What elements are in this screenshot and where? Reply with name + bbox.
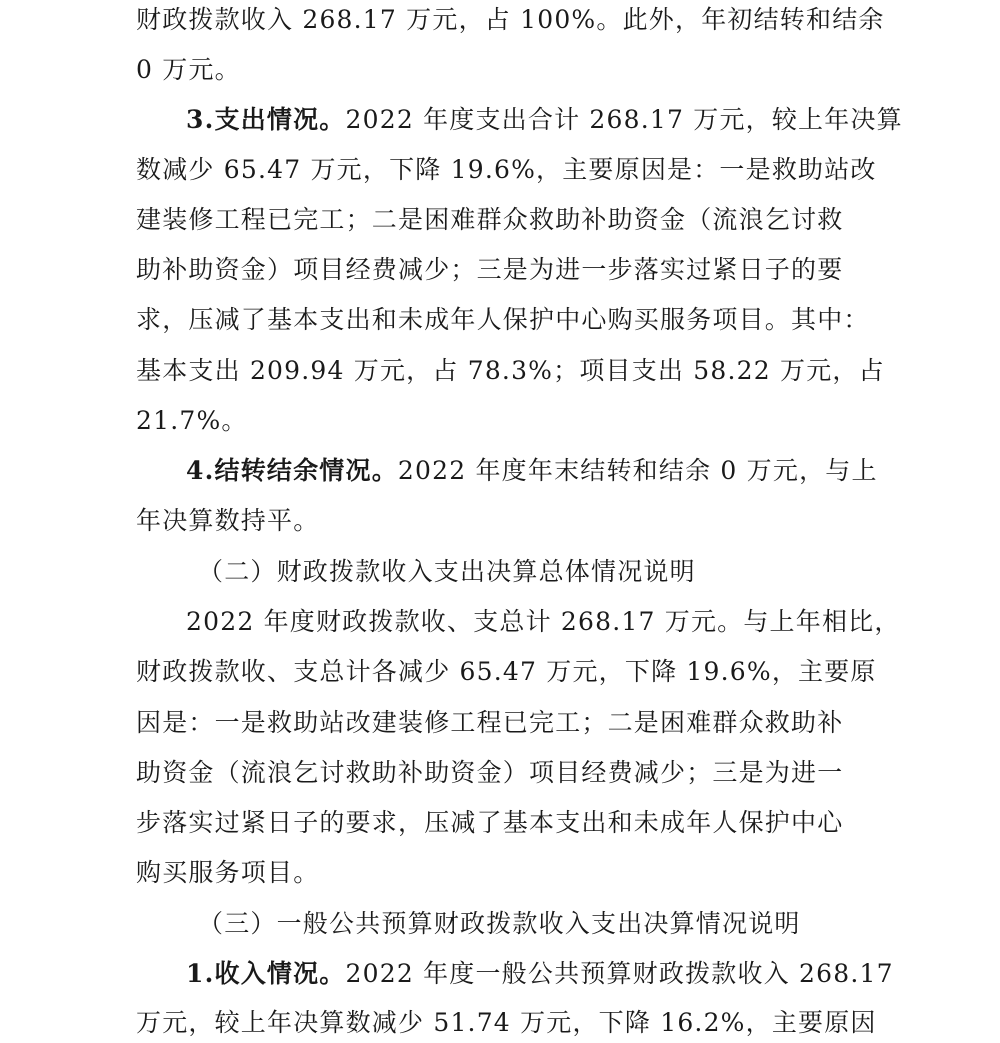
text-line: 购买服务项目。 xyxy=(136,858,320,887)
section-heading-income: 1.收入情况。 xyxy=(186,959,346,988)
text-line: 财政拨款收入 268.17 万元，占 100%。此外，年初结转和结余 xyxy=(136,5,885,34)
subsection-heading: （二）财政拨款收入支出决算总体情况说明 xyxy=(198,557,696,586)
text-run: 2022 年度支出合计 268.17 万元，较上年决算 xyxy=(345,105,903,134)
text-line: 财政拨款收、支总计各减少 65.47 万元，下降 19.6%，主要原 xyxy=(136,657,877,686)
text-line: 2022 年度财政拨款收、支总计 268.17 万元。与上年相比， xyxy=(186,607,901,636)
text-line: 年决算数持平。 xyxy=(136,506,320,535)
section-heading-carryover: 4.结转结余情况。 xyxy=(186,456,398,485)
text-line: 万元，较上年决算数减少 51.74 万元，下降 16.2%，主要原因 xyxy=(136,1008,877,1037)
text-line: 基本支出 209.94 万元，占 78.3%；项目支出 58.22 万元，占 xyxy=(136,356,885,385)
text-line: 因是：一是救助站改建装修工程已完工；二是困难群众救助补 xyxy=(136,708,844,737)
text-line: 数减少 65.47 万元，下降 19.6%，主要原因是：一是救助站改 xyxy=(136,155,877,184)
text-line: 21.7%。 xyxy=(136,406,248,435)
section-paragraph-start xyxy=(186,954,894,994)
subsection-heading: （三）一般公共预算财政拨款收入支出决算情况说明 xyxy=(198,909,801,938)
text-line: 步落实过紧日子的要求，压减了基本支出和未成年人保护中心 xyxy=(136,808,844,837)
text-line: 助补助资金）项目经费减少；三是为进一步落实过紧日子的要 xyxy=(136,255,844,284)
section-heading-expenditure: 3.支出情况。 xyxy=(186,105,346,134)
text-line: 求，压减了基本支出和未成年人保护中心购买服务项目。其中： xyxy=(136,305,870,334)
text-line: 助资金（流浪乞讨救助补助资金）项目经费减少；三是为进一 xyxy=(136,758,844,787)
text-line: 0 万元。 xyxy=(136,55,241,84)
section-paragraph-start xyxy=(186,451,878,491)
text-line: 建装修工程已完工；二是困难群众救助补助资金（流浪乞讨救 xyxy=(136,205,844,234)
text-run: 2022 年度一般公共预算财政拨款收入 268.17 xyxy=(345,959,894,988)
section-paragraph-start xyxy=(186,100,903,140)
text-run: 2022 年度年末结转和结余 0 万元，与上 xyxy=(397,456,878,485)
